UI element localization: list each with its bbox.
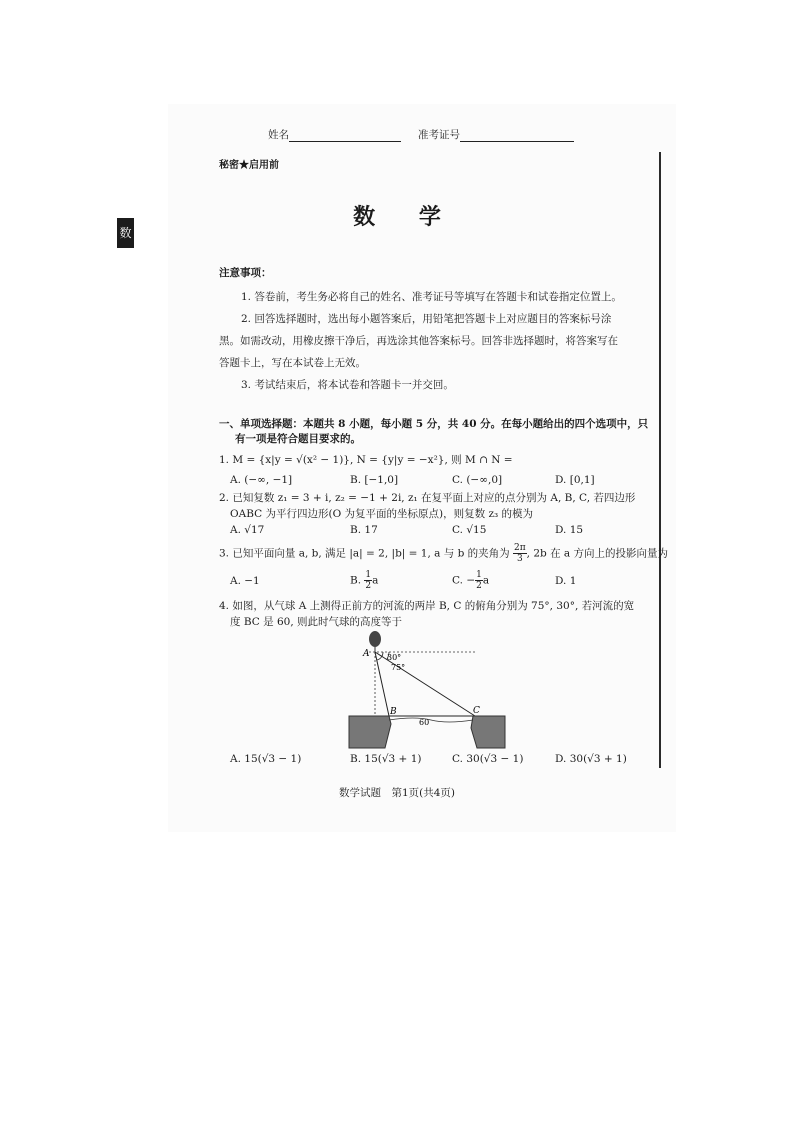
label-b: B	[390, 707, 397, 717]
balloon-river-figure	[345, 628, 515, 750]
question-1-option-a: A. (−∞, −1]	[230, 474, 293, 486]
option-b-fraction	[364, 570, 372, 591]
angle-label-30: 30°	[387, 653, 402, 662]
left-bank	[349, 716, 391, 748]
question-4-stem-line-1: 4. 如图，从气球 A 上测得正前方的河流的两岸 B, C 的俯角分别为 75°, 30°, 若河流的宽	[219, 600, 635, 612]
question-2-option-c: C. √15	[452, 524, 487, 536]
question-4-stem-line-2: 度 BC 是 60, 则此时气球的高度等于	[230, 616, 402, 628]
exam-id-label: 准考证号	[418, 129, 460, 141]
page-title: 数 学	[353, 204, 459, 230]
question-3-option-d: D. 1	[555, 575, 577, 587]
option-c-prefix: C. −	[452, 574, 476, 587]
section-heading-line-2: 有一项是符合题目要求的。	[235, 433, 361, 445]
angle-numerator: 2π	[514, 543, 526, 553]
question-1-option-d: D. [0,1]	[555, 474, 595, 486]
question-2-option-d: D. 15	[555, 524, 584, 536]
question-1-option-b: B. [−1,0]	[350, 474, 399, 486]
notice-item-3: 3. 考试结束后，将本试卷和答题卡一并交回。	[241, 379, 454, 391]
option-c-fraction	[475, 570, 483, 591]
question-3-option-b	[350, 570, 378, 591]
question-3-stem	[219, 543, 668, 564]
subject-side-tab: 数	[117, 218, 134, 248]
option-b-prefix: B.	[350, 574, 362, 587]
balloon-icon	[369, 631, 381, 647]
label-a: A	[363, 649, 370, 659]
option-b-vector: a	[372, 574, 379, 587]
question-3-stem-pre: 3. 已知平面向量 a, b, 满足 |a| = 2, |b| = 1, a 与 b 的夹角为	[219, 547, 510, 560]
name-label: 姓名	[268, 129, 289, 141]
notice-item-2-line-1: 2. 回答选择题时，选出每小题答案后，用铅笔把答题卡上对应题目的答案标号涂	[241, 313, 612, 325]
river-width-label: 60	[419, 718, 430, 727]
question-3-option-a: A. −1	[230, 575, 260, 587]
secret-mark: 秘密★启用前	[219, 160, 279, 171]
notice-item-2-line-2: 黑。如需改动，用橡皮擦干净后，再选涂其他答案标号。回答非选择题时，将答案写在	[219, 335, 618, 347]
question-2-stem-line-1: 2. 已知复数 z₁ = 3 + i, z₂ = −1 + 2i, z₁ 在复平面上对应的点分别为 A, B, C, 若四边形	[219, 492, 636, 504]
label-c: C	[473, 706, 480, 716]
exam-id-blank	[460, 129, 574, 142]
question-2-option-a: A. √17	[230, 524, 265, 536]
page-footer: 数学试题 第1页(共4页)	[338, 787, 456, 799]
question-3-angle-fraction	[513, 543, 527, 564]
option-c-denominator: 2	[476, 581, 482, 591]
option-c-numerator: 1	[476, 570, 482, 580]
river-line	[389, 718, 473, 722]
name-blank	[289, 129, 401, 142]
option-b-denominator: 2	[365, 581, 372, 591]
question-1-stem: 1. M = {x|y = √(x² − 1)}, N = {y|y = −x²}, 则 M ∩ N =	[219, 454, 513, 466]
question-4-option-b: B. 15(√3 + 1)	[350, 753, 422, 765]
question-3-option-c	[452, 570, 489, 591]
question-4-option-c: C. 30(√3 − 1)	[452, 753, 524, 765]
notice-heading: 注意事项：	[219, 267, 272, 279]
question-2-option-b: B. 17	[350, 524, 378, 536]
question-3-stem-post: , 2b 在 a 方向上的投影向量为	[526, 547, 669, 560]
question-1-option-c: C. (−∞,0]	[452, 474, 503, 486]
question-2-stem-line-2: OABC 为平行四边形(O 为复平面的坐标原点)，则复数 z₃ 的模为	[230, 508, 534, 520]
angle-denominator: 3	[516, 554, 523, 564]
page-border-line	[659, 152, 661, 768]
notice-item-2-line-3: 答题卡上，写在本试卷上无效。	[219, 357, 366, 369]
question-4-option-a: A. 15(√3 − 1)	[230, 753, 302, 765]
angle-label-75: 75°	[391, 663, 406, 672]
section-heading-line-1: 一、单项选择题：本题共 8 小题，每小题 5 分，共 40 分。在每小题给出的四个选项中，只	[219, 418, 649, 430]
question-4-option-d: D. 30(√3 + 1)	[555, 753, 627, 765]
option-b-numerator: 1	[365, 570, 372, 580]
notice-item-1: 1. 答卷前，考生务必将自己的姓名、准考证号等填写在答题卡和试卷指定位置上。	[241, 291, 622, 303]
option-c-vector: a	[482, 574, 490, 587]
right-bank	[471, 716, 505, 748]
name-field	[268, 127, 401, 142]
exam-id-field	[418, 127, 574, 142]
